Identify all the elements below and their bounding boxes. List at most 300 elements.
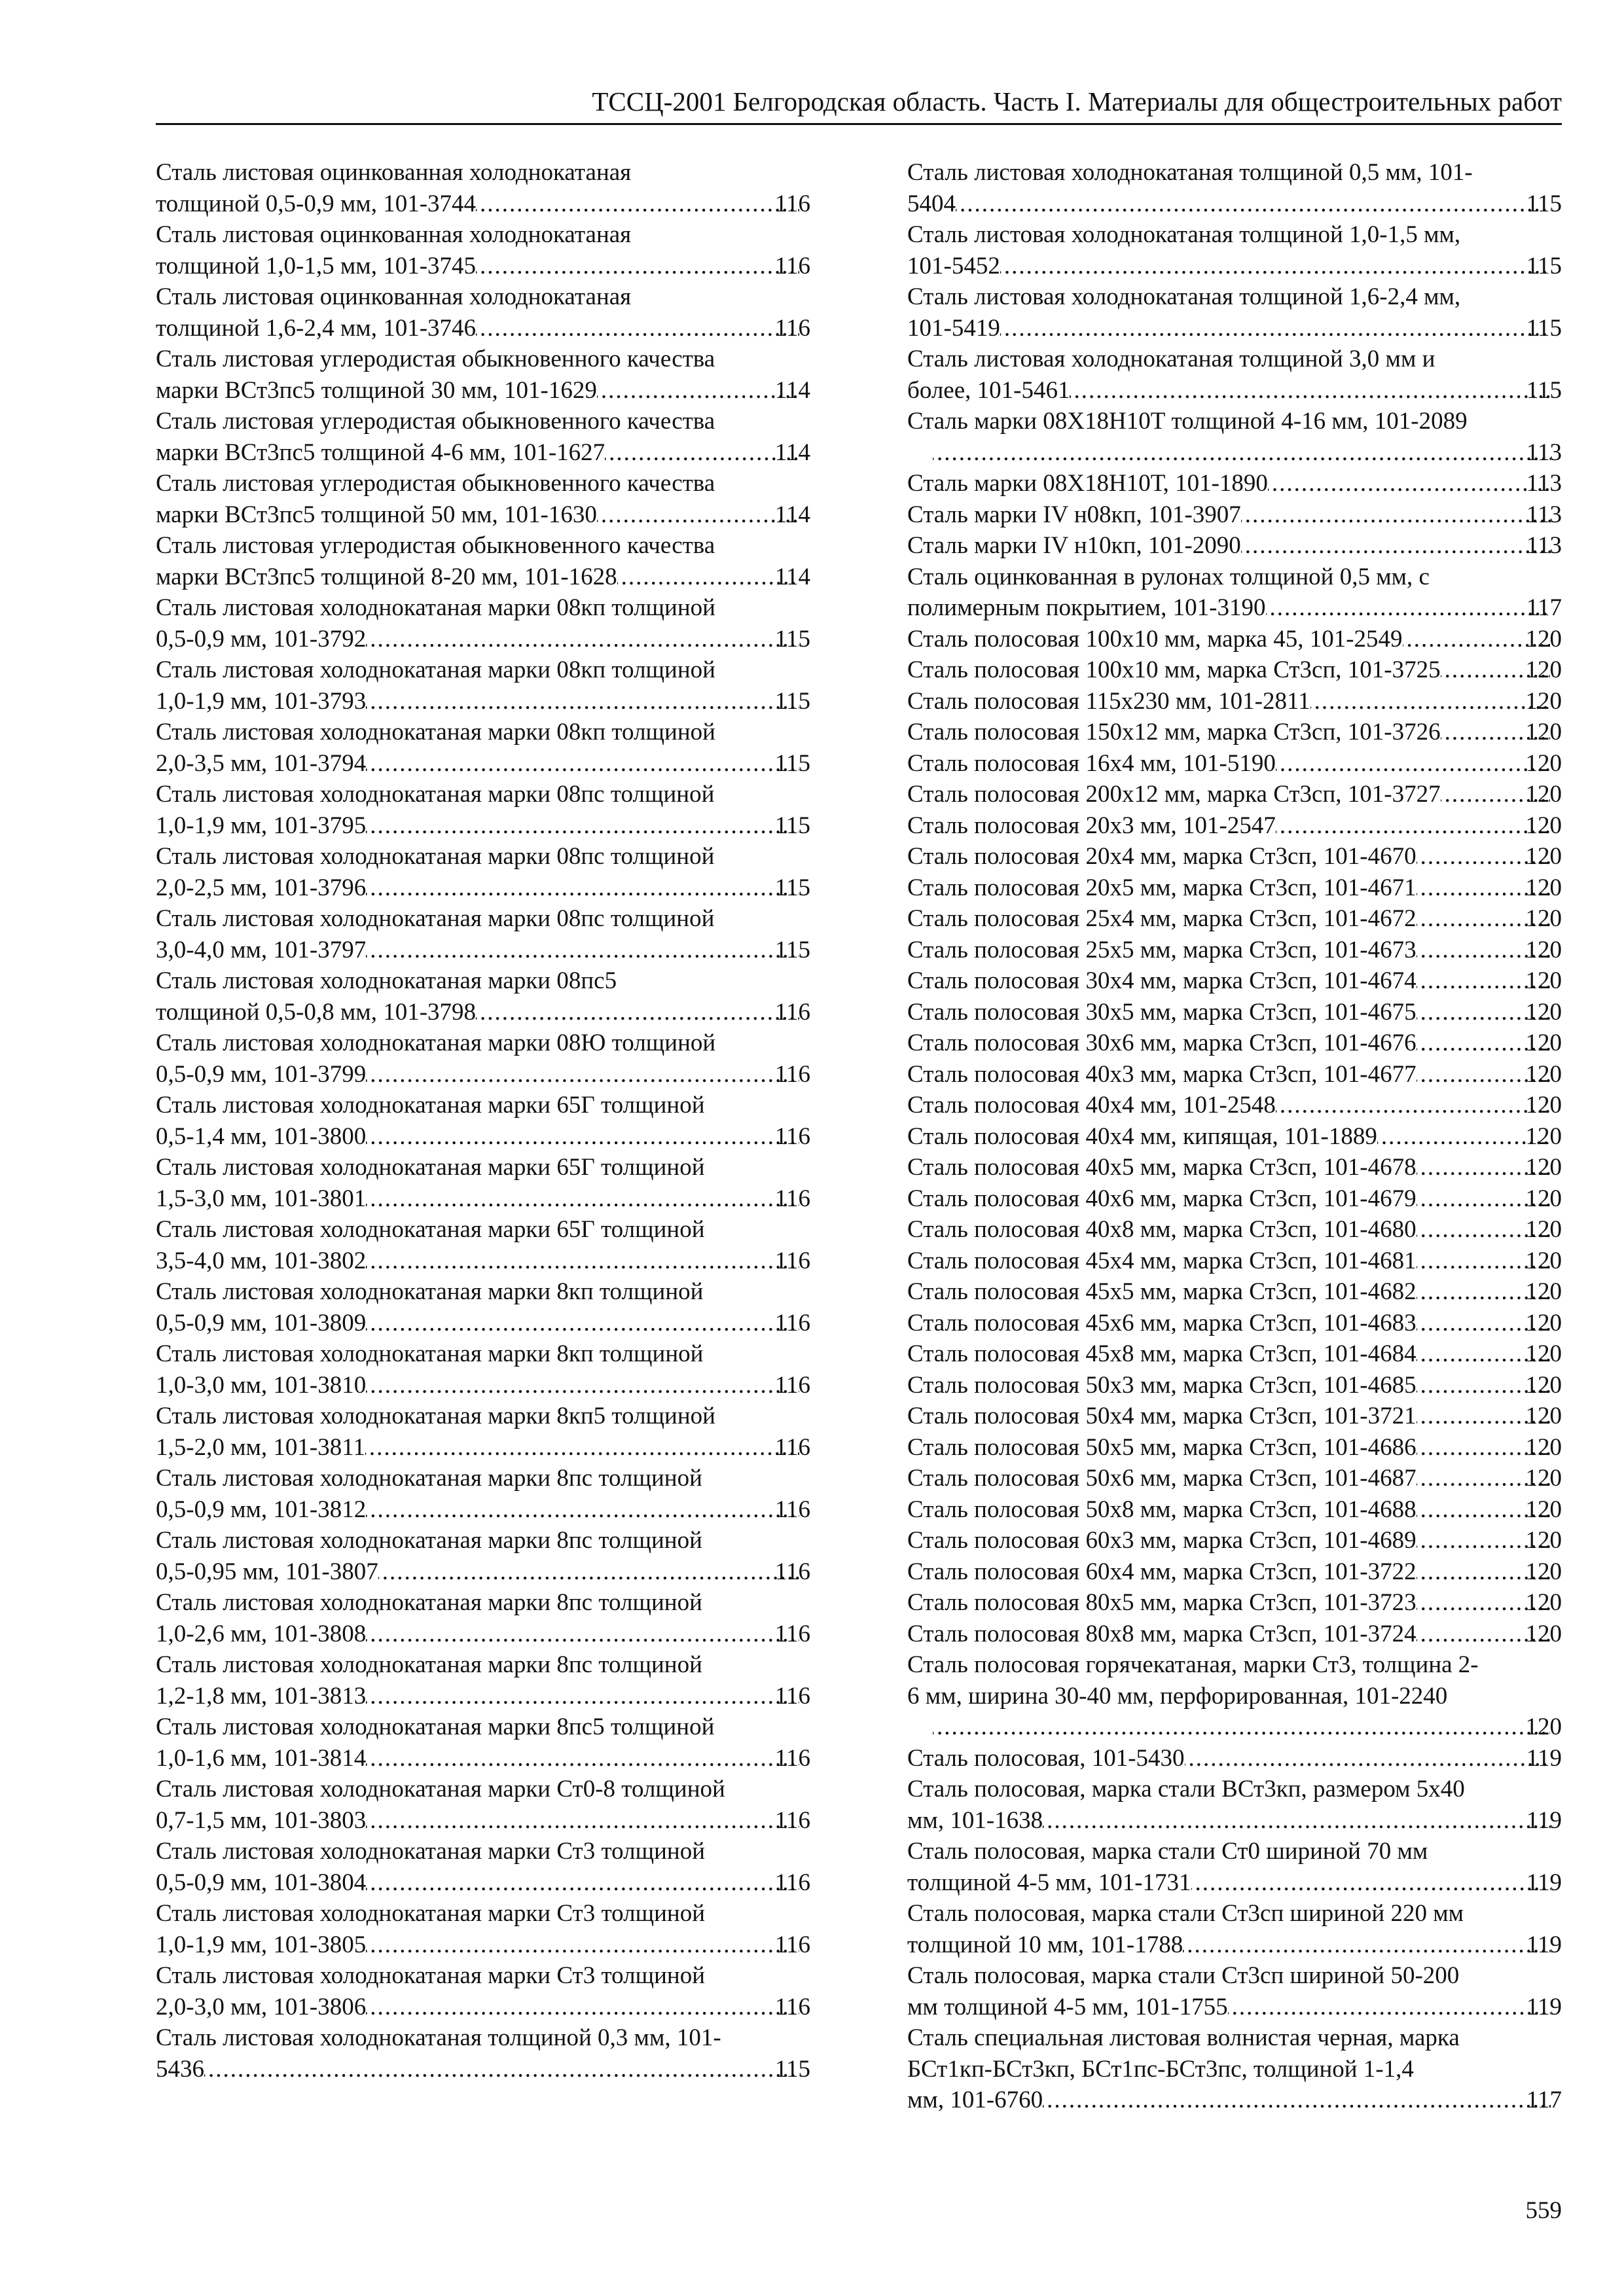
index-entry-page: 115 [774,936,810,963]
index-entry-tail: 1,0-1,9 мм, 101-3795 [156,812,367,839]
index-entry-text: 6 мм, ширина 30-40 мм, перфорированная, 101-2240 [907,1682,1448,1710]
index-entry [907,1370,1562,1401]
dot-leader [1070,375,1550,406]
dot-leader [476,188,799,220]
index-entry [907,1183,1562,1215]
index-entry-text: Сталь листовая холоднокатаная марки 8пс толщиной [156,1465,702,1492]
index-entry [907,468,1562,499]
index-entry-text: Сталь полосовая, марка стали ВСт3кп, размером 5х40 [907,1776,1465,1803]
index-entry-tail: Сталь полосовая 80х5 мм, марка Ст3сп, 101-3723 [907,1589,1416,1616]
index-entry-tail: Сталь полосовая 45х4 мм, марка Ст3сп, 101-4681 [907,1247,1416,1274]
index-entry-page: 120 [1525,1247,1562,1274]
index-entry [907,1463,1562,1494]
dot-leader [1276,810,1550,842]
index-entry-tail: Сталь полосовая 50х4 мм, марка Ст3сп, 101-3721 [907,1403,1416,1429]
index-entry-tail: 0,5-0,9 мм, 101-3792 [156,625,367,653]
index-entry [907,935,1562,966]
index-entry-tail: Сталь полосовая 25х4 мм, марка Ст3сп, 101-4672 [907,905,1416,932]
index-entry-text: Сталь листовая холоднокатаная толщиной 0,3 мм, 101- [156,2024,721,2051]
dot-leader [597,375,799,406]
index-entry-tail: Сталь полосовая 100х10 мм, марка 45, 101-2549 [907,625,1403,653]
index-entry-page: 116 [774,1247,810,1274]
index-entry [907,1276,1562,1308]
dot-leader [1266,592,1551,624]
index-entry [907,1121,1562,1153]
index-entry-page: 120 [1525,625,1562,653]
index-entry-tail: Сталь полосовая 60х3 мм, марка Ст3сп, 101-4689 [907,1527,1416,1554]
index-entry [156,1712,810,1774]
index-entry [156,219,810,281]
index-entry-page: 119 [1526,1993,1562,2020]
index-entry-tail: Сталь полосовая 50х3 мм, марка Ст3сп, 101-4685 [907,1371,1416,1399]
index-entry-tail: Сталь полосовая 40х4 мм, 101-2548 [907,1092,1276,1119]
index-entry-tail: 1,5-3,0 мм, 101-3801 [156,1185,367,1212]
index-entry-text: Сталь листовая углеродистая обыкновенного качества [156,532,715,559]
index-entry-tail: Сталь марки IV н10кп, 101-2090 [907,532,1241,559]
index-entry-page: 113 [1526,470,1562,497]
dot-leader [366,1681,799,1712]
index-entry [156,1214,810,1276]
index-entry [156,592,810,655]
index-entry-page: 120 [1525,1122,1562,1150]
index-entry-tail: Сталь полосовая 30х4 мм, марка Ст3сп, 101-4674 [907,967,1416,994]
index-entry-page: 120 [1525,1340,1562,1367]
index-entry-page: 115 [1526,314,1562,342]
index-entry-page: 116 [774,1371,810,1399]
index-entry-text: Сталь листовая холоднокатаная марки 08пс толщиной [156,905,715,932]
index-entry-text: Сталь полосовая, марка стали Ст3сп шириной 50-200 [907,1962,1460,1989]
index-column-right [907,157,1562,2116]
index-entry-page: 116 [774,1931,810,1958]
index-entry-text: Сталь листовая холоднокатаная марки 8пс толщиной [156,1589,702,1616]
index-entry [156,655,810,717]
index-entry-text: Сталь листовая холоднокатаная марки 65Г толщиной [156,1216,705,1243]
index-entry [907,499,1562,531]
index-entry [907,624,1562,655]
index-entry [907,872,1562,904]
index-entry [907,1028,1562,1059]
index-entry-text: Сталь листовая оцинкованная холоднокатаная [156,159,632,186]
dot-leader [365,1432,799,1463]
index-entry [907,841,1562,872]
page-number: 559 [1525,2197,1562,2224]
index-entry-page: 116 [774,1433,810,1461]
dot-leader [476,997,799,1028]
index-entry-tail: 1,5-2,0 мм, 101-3811 [156,1433,365,1461]
index-entry-text: Сталь листовая холоднокатаная марки 08кп толщиной [156,594,715,621]
index-entry-text: Сталь листовая холоднокатаная толщиной 0,5 мм, 101- [907,159,1473,186]
index-entry-page: 115 [1526,252,1562,279]
dot-leader [366,1743,799,1774]
index-entry-text: Сталь марки 08Х18Н10Т толщиной 4-16 мм, 101-2089 [907,408,1468,435]
index-entry-page: 120 [1525,1185,1562,1212]
dot-leader [366,1805,799,1837]
index-entry-page: 115 [774,749,810,777]
index-entry-text: Сталь листовая холоднокатаная марки 65Г толщиной [156,1092,705,1119]
index-entry-text: Сталь листовая холоднокатаная марки 08кп толщиной [156,719,715,745]
index-entry-text: Сталь листовая углеродистая обыкновенного качества [156,408,715,435]
index-entry [156,157,810,219]
index-entry-page: 114 [774,439,810,466]
index-entry [907,219,1562,281]
dot-leader [366,1059,799,1090]
index-entry-page: 120 [1525,843,1562,870]
index-entry-text: Сталь листовая холоднокатаная марки Ст3 толщиной [156,1900,706,1927]
dot-leader [1268,468,1551,499]
index-entry-tail: Сталь полосовая 20х5 мм, марка Ст3сп, 101-4671 [907,874,1416,901]
index-entry-tail: 0,5-0,9 мм, 101-3804 [156,1869,367,1896]
index-entry [907,1774,1562,1836]
index-entry-page: 119 [1526,1744,1562,1772]
index-entry-tail: 0,5-0,9 мм, 101-3809 [156,1309,367,1336]
index-entry-tail: Сталь полосовая 45х5 мм, марка Ст3сп, 101-4682 [907,1278,1416,1305]
dot-leader [605,437,799,469]
index-entry [156,1587,810,1649]
index-entry [907,281,1562,344]
index-entry-text: Сталь листовая углеродистая обыкновенного качества [156,346,715,372]
index-entry [907,157,1562,219]
index-entry-tail: 2,0-3,5 мм, 101-3794 [156,749,367,777]
index-entry-tail: более, 101-5461 [907,376,1070,404]
index-entry [156,1152,810,1214]
index-entry-tail: Сталь полосовая 150х12 мм, марка Ст3сп, 101-3726 [907,719,1441,745]
index-entry [156,1276,810,1338]
index-entry-text: Сталь листовая холоднокатаная толщиной 3,0 мм и [907,346,1435,372]
index-entry [156,1090,810,1152]
index-entry-tail: 1,2-1,8 мм, 101-3813 [156,1682,367,1710]
index-entry [156,281,810,344]
index-entry-tail: Сталь марки 08Х18Н10Т, 101-1890 [907,470,1268,497]
index-entry-text: Сталь листовая оцинкованная холоднокатаная [156,283,632,310]
index-entry-page: 120 [1525,1558,1562,1585]
index-entry-page: 115 [1526,190,1562,217]
index-entry-tail: Сталь полосовая 20х4 мм, марка Ст3сп, 101-4670 [907,843,1416,870]
index-entry [907,562,1562,624]
index-entry-page: 120 [1525,967,1562,994]
index-entry-page: 120 [1525,1060,1562,1088]
index-entry-tail: 3,5-4,0 мм, 101-3802 [156,1247,367,1274]
index-entry [907,1649,1562,1743]
dot-leader [366,935,799,966]
index-entry-tail: Сталь полосовая 60х4 мм, марка Ст3сп, 101-3722 [907,1558,1416,1585]
dot-leader [1043,2085,1551,2116]
index-entry-text: Сталь листовая холоднокатаная марки 8кп толщиной [156,1278,704,1305]
index-entry-page: 116 [774,1806,810,1834]
index-entry-page: 114 [774,563,810,590]
index-entry-text: Сталь листовая холоднокатаная марки 8кп5 толщиной [156,1403,715,1429]
index-entry-page: 117 [1526,2087,1562,2113]
index-entry-page: 115 [1526,376,1562,404]
index-entry-text: Сталь полосовая, марка стали Ст0 шириной 70 мм [907,1838,1428,1865]
index-entry-tail: толщиной 4-5 мм, 101-1731 [907,1869,1191,1896]
index-entry [156,1463,810,1525]
index-entry [156,841,810,903]
dot-leader [476,313,799,344]
index-entry-tail: Сталь марки IV н08кп, 101-3907 [907,501,1241,528]
index-entry [156,1028,810,1090]
dot-leader [1276,1090,1550,1121]
index-entry-page: 116 [774,1620,810,1647]
dot-leader [1377,1121,1550,1153]
index-entry-page: 116 [774,314,810,342]
index-entry-tail: 2,0-3,0 мм, 101-3806 [156,1993,367,2020]
index-entry [907,717,1562,748]
index-entry-text: Сталь листовая холоднокатаная марки 08пс5 [156,967,617,994]
index-entry-page: 120 [1525,1433,1562,1461]
index-entry-text: Сталь листовая холоднокатаная марки 8пс толщиной [156,1651,702,1678]
index-entry-tail: Сталь полосовая 115х230 мм, 101-2811 [907,687,1310,715]
index-entry-page: 116 [774,1122,810,1150]
index-entry-text: Сталь оцинкованная в рулонах толщиной 0,5 мм, с [907,563,1430,590]
dot-leader [1241,499,1551,531]
dot-leader [1241,530,1551,562]
dot-leader [366,686,799,717]
index-entry [156,2022,810,2085]
index-entry-tail: Сталь полосовая 25х5 мм, марка Ст3сп, 101-4673 [907,936,1416,963]
dot-leader [366,872,799,904]
index-entry-text: Сталь листовая холоднокатаная марки 8кп толщиной [156,1340,704,1367]
index-entry-page: 116 [774,1060,810,1088]
index-entry [907,1960,1562,2022]
index-entry-tail: Сталь полосовая 20х3 мм, 101-2547 [907,812,1276,839]
index-entry-page: 113 [1526,532,1562,559]
index-entry [907,1619,1562,1650]
index-entry-tail: 1,0-1,6 мм, 101-3814 [156,1744,367,1772]
dot-leader [366,1867,799,1899]
index-entry-page: 120 [1525,1371,1562,1399]
index-entry [156,1774,810,1836]
index-entry-tail: Сталь полосовая 100х10 мм, марка Ст3сп, 101-3725 [907,656,1441,683]
index-entry-page: 116 [774,1496,810,1523]
index-entry [156,1525,810,1587]
index-entry-page: 116 [774,1993,810,2020]
index-entry-page: 120 [1525,749,1562,777]
index-entry [907,810,1562,842]
index-entry-tail: 2,0-2,5 мм, 101-3796 [156,874,367,901]
index-entry-text: Сталь листовая углеродистая обыкновенного качества [156,470,715,497]
index-entry [907,1432,1562,1463]
index-column-left [156,157,810,2085]
index-entry-page: 120 [1525,1216,1562,1243]
index-entry-text: Сталь листовая холоднокатаная марки Ст3 толщиной [156,1838,706,1865]
index-entry-tail: Сталь полосовая 30х5 мм, марка Ст3сп, 101-4675 [907,998,1416,1026]
index-entry-tail: марки ВСт3пс5 толщиной 8-20 мм, 101-1628 [156,563,617,590]
index-entry-tail: 0,5-1,4 мм, 101-3800 [156,1122,367,1150]
index-entry-page: 120 [1525,905,1562,932]
index-entry-page: 120 [1525,936,1562,963]
index-entry-tail: Сталь полосовая 40х8 мм, марка Ст3сп, 101-4680 [907,1216,1416,1243]
index-entry-page: 119 [1526,1931,1562,1958]
index-entry-page: 116 [774,1558,810,1585]
index-entry-page: 120 [1525,1030,1562,1056]
index-entry-tail: Сталь полосовая 16х4 мм, 101-5190 [907,749,1276,777]
index-entry-tail: Сталь полосовая, 101-5430 [907,1744,1185,1772]
index-entry-page: 115 [774,874,810,901]
index-entry-page: 120 [1525,1496,1562,1523]
dot-leader [366,748,799,780]
index-entry [156,779,810,841]
index-entry-tail: 1,0-1,9 мм, 101-3793 [156,687,367,715]
dot-leader [597,499,799,531]
index-entry [907,1836,1562,1898]
dot-leader [1228,1992,1551,2023]
index-entry-text: Сталь листовая холоднокатаная марки 08Ю толщиной [156,1030,716,1056]
index-entry-text: Сталь листовая холоднокатаная марки Ст3 толщиной [156,1962,706,1989]
dot-leader [1000,251,1551,282]
dot-leader [366,1183,799,1215]
index-entry-text: Сталь листовая холоднокатаная марки 65Г толщиной [156,1154,705,1181]
index-entry-tail: толщиной 0,5-0,9 мм, 101-3744 [156,190,477,217]
index-entry-tail: 101-5419 [907,314,1000,342]
index-entry-tail: Сталь полосовая 50х6 мм, марка Ст3сп, 101-4687 [907,1465,1416,1492]
index-entry-page: 119 [1526,1869,1562,1896]
index-entry-text: Сталь листовая холоднокатаная марки Ст0-8 толщиной [156,1776,725,1803]
index-entry-text: Сталь листовая холоднокатаная марки 8пс5 толщиной [156,1713,715,1740]
dot-leader [1000,313,1551,344]
index-entry-tail: Сталь полосовая 45х6 мм, марка Ст3сп, 101-4683 [907,1309,1416,1336]
index-entry-page: 114 [774,376,810,404]
dot-leader [366,1992,799,2023]
index-entry-tail: 5404 [907,190,956,217]
index-entry [156,1401,810,1463]
index-entry-tail: мм, 101-6760 [907,2087,1043,2113]
index-entry-text: Сталь листовая холоднокатаная марки 08пс толщиной [156,843,715,870]
index-entry-text: Сталь листовая холоднокатаная марки 08кп толщиной [156,656,715,683]
index-entry-page: 120 [1525,998,1562,1026]
index-entry [156,717,810,779]
index-entry [156,1836,810,1898]
index-entry-page: 120 [1525,1092,1562,1119]
index-entry [156,468,810,530]
index-entry-page: 119 [1526,1806,1562,1834]
dot-leader [1043,1805,1551,1837]
index-entry [907,1152,1562,1183]
index-entry [907,748,1562,780]
index-entry [907,1401,1562,1432]
index-entry-page: 116 [774,1185,810,1212]
index-entry [907,1059,1562,1090]
index-entry-page: 120 [1525,812,1562,839]
index-entry-text: Сталь листовая холоднокатаная толщиной 1,0-1,5 мм, [907,221,1461,248]
running-header: ТССЦ-2001 Белгородская область. Часть I. Материалы для общестроительных работ [156,85,1562,125]
index-entry-page: 116 [774,252,810,279]
index-entry-page: 116 [774,1309,810,1336]
index-entry [156,1898,810,1960]
index-entry-tail: марки ВСт3пс5 толщиной 50 мм, 101-1630 [156,501,597,528]
index-entry-page: 115 [774,687,810,715]
index-entry-tail: полимерным покрытием, 101-3190 [907,594,1266,621]
dot-leader [366,1619,799,1650]
index-entry-text: Сталь листовая оцинкованная холоднокатаная [156,221,632,248]
index-entry-page: 117 [1526,594,1562,621]
dot-leader [366,810,799,842]
index-entry-tail: марки ВСт3пс5 толщиной 30 мм, 101-1629 [156,376,597,404]
index-entry [907,655,1562,686]
index-entry [156,1960,810,2022]
dot-leader [366,1494,799,1526]
index-entry-tail: 5436 [156,2055,204,2083]
index-entry-page: 120 [1525,1527,1562,1554]
index-entry-page: 120 [1525,1465,1562,1492]
index-entry-page: 120 [1525,874,1562,901]
dot-leader [366,1308,799,1339]
index-entry [907,1338,1562,1370]
dot-leader [366,1121,799,1153]
index-entry-page: 113 [1526,501,1562,528]
dot-leader [1276,748,1550,780]
index-entry [907,2022,1562,2116]
index-entry-page: 115 [774,2055,810,2083]
dot-leader [1185,1743,1551,1774]
index-entry-page: 120 [1525,687,1562,715]
index-entry-tail: Сталь полосовая 80х8 мм, марка Ст3сп, 101-3724 [907,1620,1416,1647]
index-entry-tail: толщиной 0,5-0,8 мм, 101-3798 [156,998,477,1026]
index-entry-text: Сталь листовая холоднокатаная марки 8пс толщиной [156,1527,702,1554]
dot-leader [366,624,799,655]
dot-leader [204,2054,799,2085]
dot-leader [366,1929,799,1961]
index-entry [907,1898,1562,1960]
dot-leader [378,1556,799,1588]
index-entry-tail: 0,7-1,5 мм, 101-3803 [156,1806,367,1834]
dot-leader [617,562,799,593]
index-entry-text: Сталь полосовая горячекатаная, марки Ст3, толщина 2- [907,1651,1479,1678]
index-entry-page: 115 [774,812,810,839]
dot-leader [366,1246,799,1277]
index-entry-page: 116 [774,1869,810,1896]
index-entry [156,1649,810,1712]
index-entry-page: 116 [774,1682,810,1710]
index-entry-tail: 1,0-2,6 мм, 101-3808 [156,1620,367,1647]
index-entry-tail: 0,5-0,9 мм, 101-3799 [156,1060,367,1088]
index-entry-page: 120 [1525,1154,1562,1181]
index-entry-tail: Сталь полосовая 200х12 мм, марка Ст3сп, 101-3727 [907,781,1441,808]
dot-leader [1310,686,1550,717]
index-entry-page: 120 [1525,1713,1562,1740]
index-entry [907,406,1562,468]
index-entry-tail: 3,0-4,0 мм, 101-3797 [156,936,367,963]
index-entry-tail: Сталь полосовая 50х8 мм, марка Ст3сп, 101-4688 [907,1496,1416,1523]
index-entry-tail: Сталь полосовая 40х5 мм, марка Ст3сп, 101-4678 [907,1154,1416,1181]
index-entry-page: 120 [1525,1403,1562,1429]
index-entry [907,965,1562,997]
dot-leader [366,1370,799,1401]
index-entry [907,1556,1562,1588]
index-entry-tail: толщиной 1,0-1,5 мм, 101-3745 [156,252,477,279]
index-entry-page: 120 [1525,1620,1562,1647]
index-entry [156,903,810,965]
index-entry-tail: толщиной 1,6-2,4 мм, 101-3746 [156,314,477,342]
index-entry-tail: 0,5-0,9 мм, 101-3812 [156,1496,367,1523]
index-entry-tail: Сталь полосовая 30х6 мм, марка Ст3сп, 101-4676 [907,1030,1416,1056]
index-entry [156,530,810,592]
index-entry-page: 113 [1526,439,1562,466]
index-entry [156,1338,810,1401]
index-entry-tail: Сталь полосовая 50х5 мм, марка Ст3сп, 101-4686 [907,1433,1416,1461]
index-entry-page: 115 [774,625,810,653]
index-entry-page: 120 [1525,1309,1562,1336]
index-entry-page: 120 [1525,656,1562,683]
index-entry [156,965,810,1028]
index-entry [156,406,810,468]
index-entry-tail: 0,5-0,95 мм, 101-3807 [156,1558,378,1585]
index-entry [907,1525,1562,1556]
index-entry [907,1090,1562,1121]
dot-leader [933,437,1551,469]
index-entry-text: Сталь специальная листовая волнистая черная, марка [907,2024,1460,2051]
index-entry-tail: Сталь полосовая 45х8 мм, марка Ст3сп, 101-4684 [907,1340,1416,1367]
index-entry [907,997,1562,1028]
